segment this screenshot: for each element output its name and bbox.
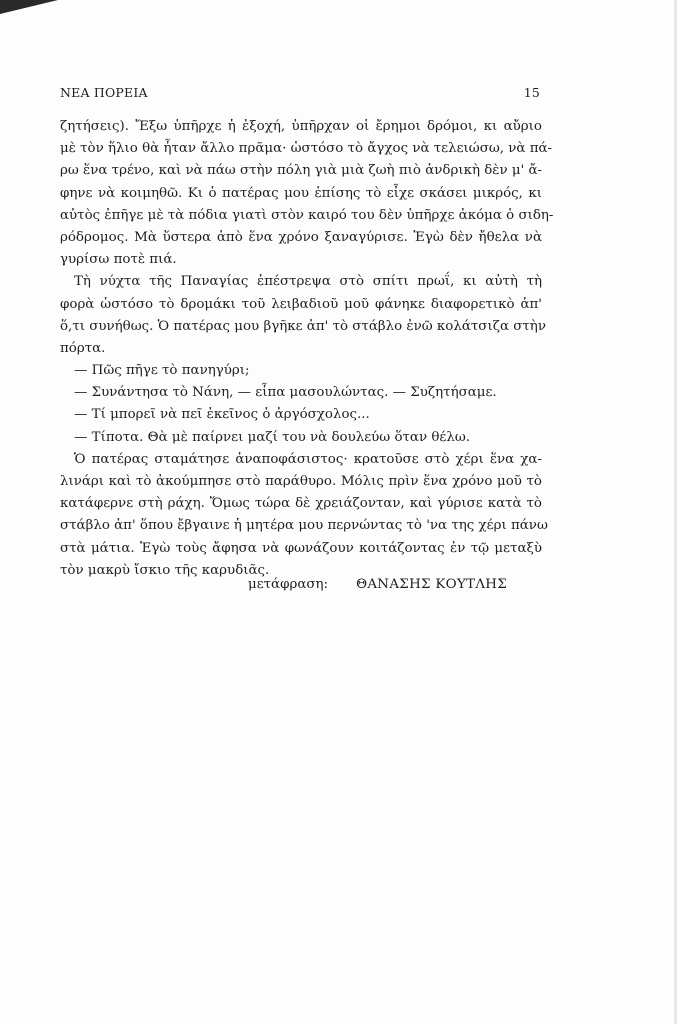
dialogue-line: — Τί μπορεῖ νὰ πεῖ ἐκεῖνος ὁ ἀργόσχολος... bbox=[74, 407, 370, 423]
text-line: φηνε νὰ κοιμηθῶ. Κι ὁ πατέρας μου ἐπίσης τὸ εἶχε σκάσει μικρός, κι bbox=[60, 185, 542, 201]
text-line: γυρίσω ποτὲ πιά. bbox=[60, 252, 177, 268]
page-number: 15 bbox=[523, 85, 540, 100]
text-line: ζητήσεις). Ἔξω ὑπῆρχε ἡ ἐξοχή, ὑπῆρχαν οἱ ἔρημοι δρόμοι, κι αὔριο bbox=[60, 119, 542, 134]
text-line: στάβλο ἀπ' ὅπου ἔβγαινε ἡ μητέρα μου περνώντας τὸ 'να της χέρι πάνω bbox=[60, 518, 548, 534]
text-line: τὸν μακρὺ ἴσκιο τῆς καρυδιᾶς. bbox=[60, 562, 270, 578]
translator-name: ΘΑΝΑΣΗΣ ΚΟΥΤΛΗΣ bbox=[356, 577, 508, 592]
text-line: μὲ τὸν ἥλιο θὰ ἦταν ἄλλο πρᾶμα· ὡστόσο τὸ ἄγχος νὰ τελειώσω, νὰ πά- bbox=[60, 141, 553, 157]
running-title: ΝΕΑ ΠΟΡΕΙΑ bbox=[60, 85, 148, 100]
text-line: φορὰ ὡστόσο τὸ δρομάκι τοῦ λειβαδιοῦ μοῦ φάνηκε διαφορετικὸ ἀπ' bbox=[60, 296, 542, 312]
text-line: στὰ μάτια. Ἐγὼ τοὺς ἄφησα νὰ φωνάζουν κοιτάζοντας ἐν τῷ μεταξὺ bbox=[60, 540, 542, 556]
scan-corner-shadow bbox=[0, 0, 58, 14]
text-line: πόρτα. bbox=[60, 340, 106, 356]
running-header bbox=[60, 85, 540, 101]
text-line: κατάφερνε στὴ ράχη. Ὅμως τώρα δὲ χρειάζονταν, καὶ γύρισε κατὰ τὸ bbox=[60, 496, 542, 512]
text-line: ὅ,τι συνήθως. Ὁ πατέρας μου βγῆκε ἀπ' τὸ στάβλο ἐνῶ κολάτσιζα στὴν bbox=[60, 318, 546, 334]
dialogue-line: — Πῶς πῆγε τὸ πανηγύρι; bbox=[74, 363, 250, 379]
text-line: αὐτὸς ἐπῆγε μὲ τὰ πόδια γιατὶ στὸν καιρό του δὲν ὑπῆρχε ἀκόμα ὁ σιδη- bbox=[60, 207, 554, 223]
text-line: Ὁ πατέρας σταμάτησε ἀναποφάσιστος· κρατοῦσε στὸ χέρι ἕνα χα- bbox=[74, 451, 542, 467]
dialogue-line: — Συνάντησα τὸ Νάνη, — εἶπα μασουλώντας. — Συζητήσαμε. bbox=[74, 385, 497, 401]
translation-label: μετάφραση: bbox=[248, 577, 329, 592]
text-line: ρόδρομος. Μὰ ὕστερα ἀπὸ ἕνα χρόνο ξαναγύρισε. Ἐγὼ δὲν ἤθελα νὰ bbox=[60, 229, 542, 245]
dialogue-line: — Τίποτα. Θὰ μὲ παίρνει μαζί του νὰ δουλεύω ὅταν θέλω. bbox=[74, 429, 471, 445]
text-line: λινάρι καὶ τὸ ἀκούμπησε στὸ παράθυρο. Μόλις πρὶν ἕνα χρόνο μοῦ τὸ bbox=[60, 474, 542, 489]
text-line: Τὴ νύχτα τῆς Παναγίας ἐπέστρεψα στὸ σπίτι πρωΐ, κι αὐτὴ τὴ bbox=[74, 274, 542, 290]
body-text bbox=[60, 116, 554, 582]
text-line: ρω ἕνα τρένο, καὶ νὰ πάω στὴν πόλη γιὰ μιὰ ζωὴ πιὸ ἀνδρικὴ δὲν μ' ἄ- bbox=[60, 163, 543, 179]
translator-credit bbox=[248, 574, 548, 596]
